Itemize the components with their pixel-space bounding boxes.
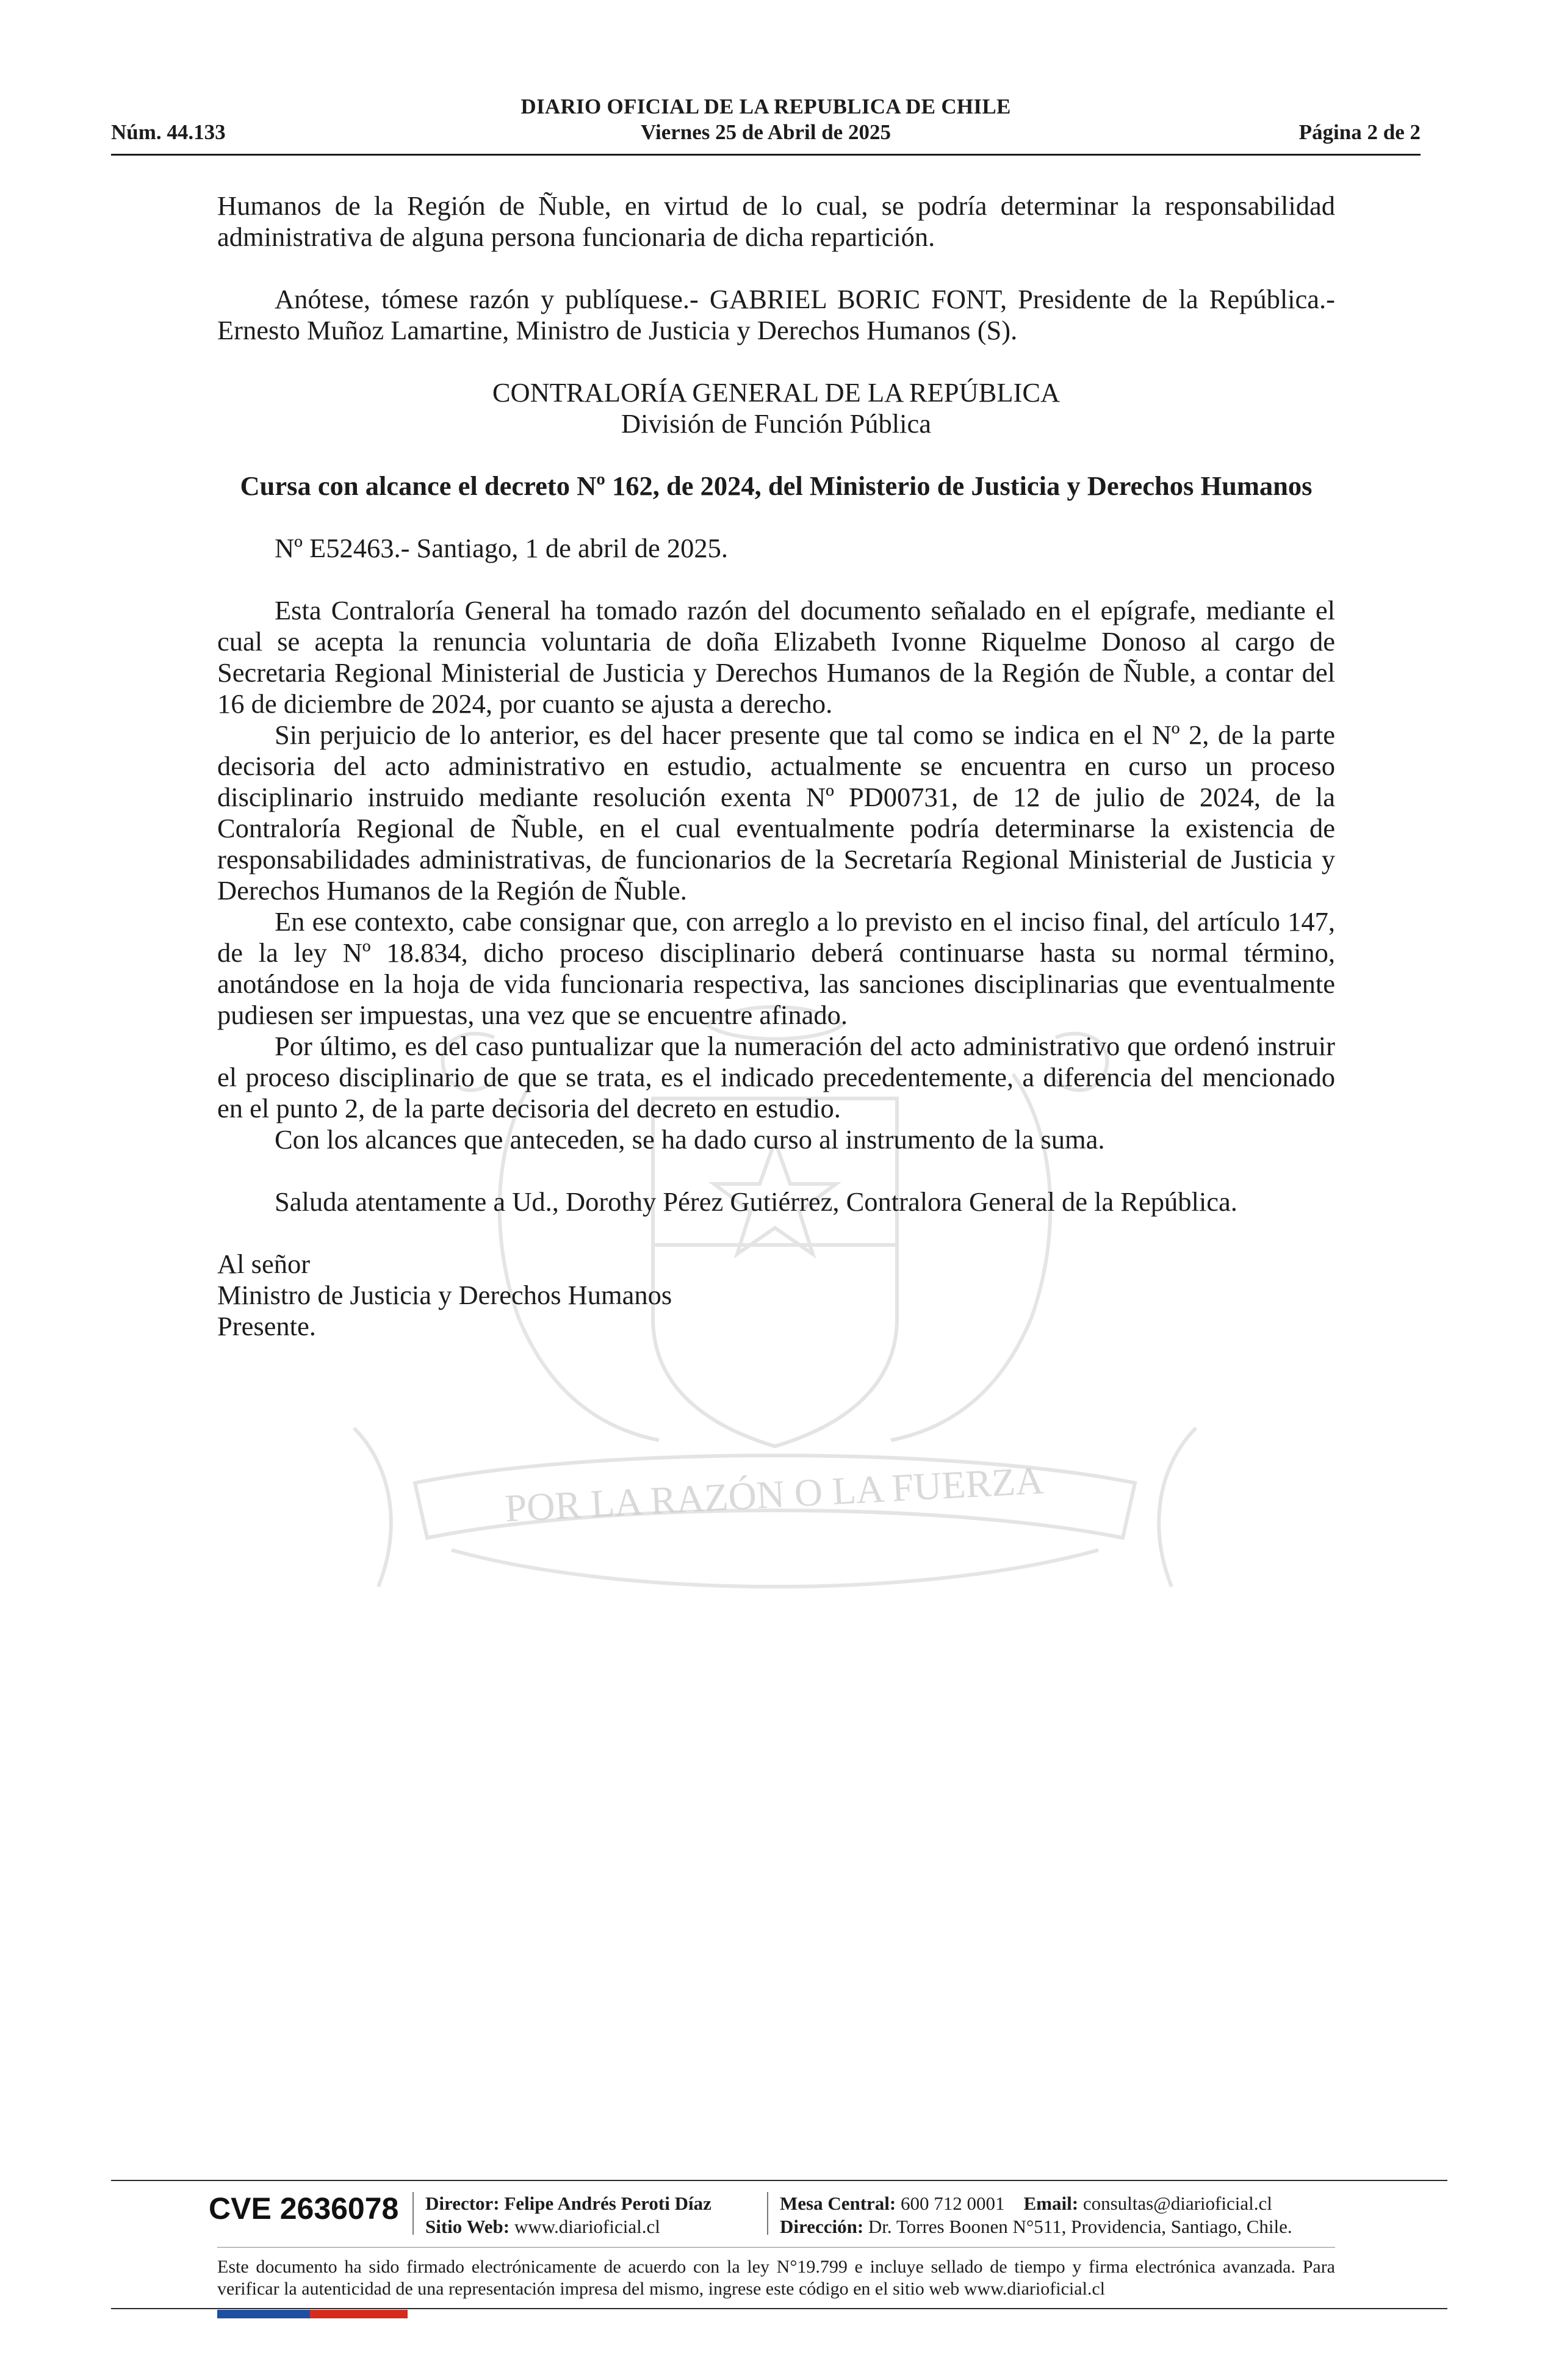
section-heading: Cursa con alcance el decreto Nº 162, de 2024, del Ministerio de Justicia y Derechos Humanos (240, 471, 1313, 501)
institution-name: CONTRALORÍA GENERAL DE LA REPÚBLICA (492, 377, 1061, 408)
issue-date: Viernes 25 de Abril de 2025 (641, 120, 891, 144)
paragraph-context: En ese contexto, cabe consignar que, con arreglo a lo previsto en el inciso final, del artículo 147, de la ley Nº 18.834, dicho proceso disciplinario deberá continuarse hasta su normal término, anotándose en la hoja de vida funcionaria respectiva, las sanciones disciplinarias que eventualmente pudiesen ser impuestas, una vez que se encuentre afinado. (217, 906, 1335, 1030)
footer-top-rule (111, 2180, 1447, 2181)
paragraph-greeting: Saluda atentamente a Ud., Dorothy Pérez Gutiérrez, Contralora General de la República. (275, 1186, 1237, 1217)
paragraph-numbering: Por último, es del caso puntualizar que la numeración del acto administrativo que ordenó instruir el proceso disciplinario de que se trata, es el indicado precedentemente, a diferencia del mencionado en el punto 2, de la parte decisoria del decreto en estudio. (217, 1031, 1335, 1123)
site-label: Sitio Web: (425, 2216, 510, 2237)
address-label: Dirección: (780, 2216, 864, 2237)
phone-label: Mesa Central: (780, 2193, 896, 2214)
division-name: División de Función Pública (621, 408, 931, 439)
director-label: Director: (425, 2193, 500, 2214)
cve-code: CVE 2636078 (209, 2191, 399, 2226)
email-label: Email: (1023, 2193, 1079, 2214)
phone-value: 600 712 0001 (901, 2193, 1005, 2214)
page-indicator: Página 2 de 2 (1298, 120, 1421, 144)
footer-inner-rule (217, 2247, 1335, 2248)
paragraph-disciplinary: Sin perjuicio de lo anterior, es del hacer presente que tal como se indica en el Nº 2, de la parte decisoria del acto administrativo en estudio, actualmente se encuentra en curso un proceso disciplinario instruido mediante resolución exenta Nº PD00731, de 12 de julio de 2024, de la Contraloría Regional de Ñuble, en el cual eventualmente podría determinarse la existencia de responsabilidades administrativas, de funcionarios de la Secretaría Regional Ministerial de Justicia y Derechos Humanos de la Región de Ñuble. (217, 719, 1335, 906)
publication-title: DIARIO OFICIAL DE LA REPUBLICA DE CHILE (520, 95, 1011, 118)
document-body (217, 190, 1335, 1342)
paragraph-closing: Con los alcances que anteceden, se ha dado curso al instrumento de la suma. (275, 1124, 1105, 1155)
header-divider (111, 154, 1421, 156)
paragraph-resolution: Esta Contraloría General ha tomado razón del documento señalado en el epígrafe, mediante el cual se acepta la renuncia voluntaria de doña Elizabeth Ivonne Riquelme Donoso al cargo de Secretaria Regional Ministerial de Justicia y Derechos Humanos de la Región de Ñuble, a contar del 16 de diciembre de 2024, por cuanto se ajusta a derecho. (217, 595, 1335, 719)
signature-notice: Este documento ha sido firmado electrónicamente de acuerdo con la ley N°19.799 e incluye sellado de tiempo y firma electrónica avanzada. Para verificar la autenticidad de una representación impresa del mismo, ingrese este código en el sitio web www.diarioficial.cl (217, 2257, 1335, 2299)
footer-separator (412, 2192, 414, 2235)
issue-number: Núm. 44.133 (111, 120, 226, 144)
paragraph-continuation: Humanos de la Región de Ñuble, en virtud de lo cual, se podría determinar la responsabilidad administrativa de alguna persona funcionaria de dicha repartición. (217, 190, 1335, 252)
addressee-line: Ministro de Justicia y Derechos Humanos (217, 1280, 672, 1310)
site-link[interactable]: www.diarioficial.cl (514, 2216, 660, 2237)
address-value: Dr. Torres Boonen N°511, Providencia, Santiago, Chile. (868, 2216, 1292, 2237)
email-link[interactable]: consultas@diarioficial.cl (1082, 2193, 1272, 2214)
flag-stripe-blue (217, 2310, 310, 2318)
addressee-line: Al señor (217, 1249, 311, 1279)
director-name: Felipe Andrés Peroti Díaz (504, 2193, 711, 2214)
reference-line: Nº E52463.- Santiago, 1 de abril de 2025. (275, 533, 728, 563)
flag-stripe-red (310, 2310, 408, 2318)
addressee-line: Presente. (217, 1311, 316, 1341)
footer-contact-block (780, 2192, 1292, 2238)
watermark-motto: POR LA RAZÓN O LA FUERZA (503, 1458, 1045, 1531)
paragraph-signatures: Anótese, tómese razón y publíquese.- GABRIEL BORIC FONT, Presidente de la República.- Ernesto Muñoz Lamartine, Ministro de Justicia y Derechos Humanos (S). (217, 284, 1335, 345)
footer-bottom-rule (111, 2308, 1447, 2309)
footer-director-block (425, 2192, 711, 2238)
footer-separator (767, 2192, 768, 2235)
